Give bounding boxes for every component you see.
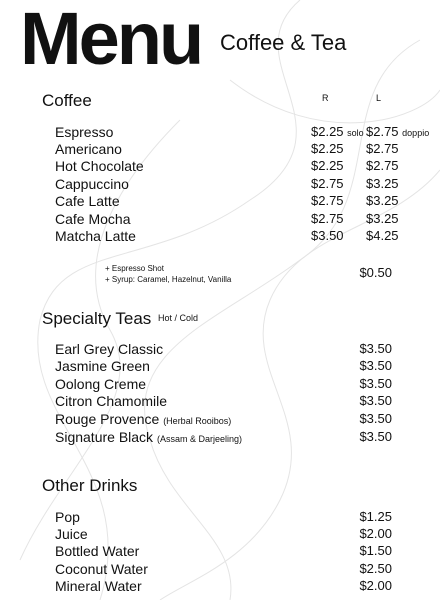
item-name: Matcha Latte [55, 228, 136, 244]
regular-size-column-header: R [322, 93, 329, 103]
regular-price: $2.75 [311, 211, 344, 226]
regular-price: $2.25 [311, 141, 344, 156]
menu-item-juice [0, 525, 440, 543]
extras-price: $0.50 [359, 265, 392, 280]
menu-item-pop [0, 508, 440, 526]
large-price: $2.75 doppio [366, 124, 430, 139]
specialty-teas-heading: Specialty Teas [42, 309, 152, 328]
menu-item-jasmine-green [0, 357, 440, 375]
item-name: Mineral Water [55, 578, 142, 594]
large-size-column-header: L [376, 93, 382, 103]
large-price: $2.75 [366, 158, 399, 173]
menu-item-matcha-latte [0, 227, 440, 245]
item-name: Juice [55, 526, 88, 542]
menu-item-coconut-water [0, 560, 440, 578]
large-price: $3.25 [366, 211, 399, 226]
item-name: Signature Black (Assam & Darjeeling) [55, 429, 242, 445]
price: $3.50 [359, 376, 392, 391]
menu-item-espresso [0, 123, 440, 141]
price: $2.50 [359, 561, 392, 576]
menu-item-hot-chocolate [0, 157, 440, 175]
price: $3.50 [359, 393, 392, 408]
large-price: $3.25 [366, 193, 399, 208]
menu-item-oolong-creme [0, 375, 440, 393]
coffee-extras [105, 263, 231, 285]
item-name: Cafe Mocha [55, 211, 131, 227]
item-note: (Herbal Rooibos) [163, 416, 232, 426]
price: $3.50 [359, 411, 392, 426]
menu-item-signature-black [0, 428, 440, 446]
item-name: Pop [55, 509, 80, 525]
price: $2.00 [359, 526, 392, 541]
item-name: Coconut Water [55, 561, 148, 577]
menu-item-mineral-water [0, 577, 440, 595]
menu-item-cafe-latte [0, 192, 440, 210]
item-name: Bottled Water [55, 543, 140, 559]
menu-item-citron-chamomile [0, 392, 440, 410]
coffee-heading: Coffee [42, 91, 92, 110]
price: $3.50 [359, 341, 392, 356]
menu-item-bottled-water [0, 542, 440, 560]
item-name: Earl Grey Classic [55, 341, 164, 357]
menu-item-cafe-mocha [0, 210, 440, 228]
extra-syrup: + Syrup: Caramel, Hazelnut, Vanilla [105, 275, 232, 284]
item-name: Cafe Latte [55, 193, 120, 209]
item-name: Hot Chocolate [55, 158, 144, 174]
item-note: (Assam & Darjeeling) [156, 434, 242, 444]
other-drinks-heading: Other Drinks [42, 476, 138, 495]
regular-price: $2.75 [311, 176, 344, 191]
item-name: Espresso [55, 124, 114, 140]
doppio-label: doppio [402, 128, 430, 138]
regular-price: $2.25 [311, 158, 344, 173]
item-name: Oolong Creme [55, 376, 147, 392]
hot-cold-note: Hot / Cold [158, 313, 199, 323]
extra-espresso-shot: + Espresso Shot [105, 264, 164, 273]
menu-item-earl-grey-classic [0, 340, 440, 358]
regular-price: $2.25 solo [311, 124, 364, 139]
large-price: $4.25 [366, 228, 399, 243]
item-name: Citron Chamomile [55, 393, 168, 409]
price: $2.00 [359, 578, 392, 593]
menu-item-americano [0, 140, 440, 158]
price: $1.25 [359, 509, 392, 524]
price: $3.50 [359, 429, 392, 444]
item-name: Cappuccino [55, 176, 129, 192]
regular-price: $3.50 [311, 228, 344, 243]
item-name: Jasmine Green [55, 358, 150, 374]
item-name: Rouge Provence (Herbal Rooibos) [55, 411, 232, 427]
menu-item-cappuccino [0, 175, 440, 193]
regular-price: $2.75 [311, 193, 344, 208]
menu-subtitle: Coffee & Tea [220, 30, 347, 55]
large-price: $3.25 [366, 176, 399, 191]
price: $3.50 [359, 358, 392, 373]
price: $1.50 [359, 543, 392, 558]
large-price: $2.75 [366, 141, 399, 156]
item-name: Americano [55, 141, 122, 157]
menu-title: Menu [20, 0, 202, 80]
menu-item-rouge-provence [0, 410, 440, 428]
solo-label: solo [347, 128, 364, 138]
